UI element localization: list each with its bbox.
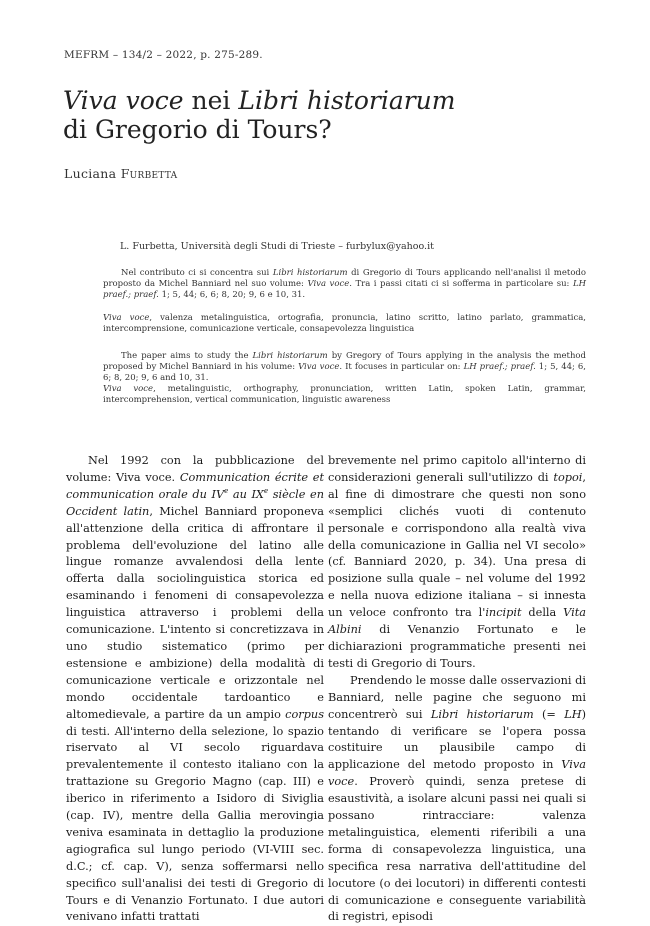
body-text: . Proverò quindi, senza pretese di esaustività, a isolare alcuni passi nei quali si possano rintracciare: valenza metalinguistica, elementi riferibili a una forma di consapevolezza linguistica, una specifica resa narrativa dell'attitudine del locutore (o dei locutori) in differenti contesti di comunicazione e conseguente variabilità di registri, episodi: [328, 775, 586, 924]
title-line-2: di Gregorio di Tours?: [63, 115, 332, 144]
body-italic: Vita Albini: [328, 606, 586, 637]
body-text: brevemente nel primo capitolo all'interno di considerazioni generali sull'utilizzo di: [328, 454, 586, 484]
abstract-en-text: The paper aims to study the: [121, 351, 253, 361]
body-italic: incipit: [485, 606, 522, 620]
keywords-it-text: , valenza metalinguistica, ortografia, pronuncia, latino scritto, latino parlato, grammatica, intercomprensione, comunicazione verticale, consapevolezza linguistica: [103, 313, 586, 334]
body-italic: LH: [564, 707, 582, 721]
body-text: (=: [533, 707, 565, 721]
body-italic: Viva voce: [328, 758, 586, 789]
abstract-en-text: 1; 5, 44; 6, 6; 8, 20; 9, 6 and 10, 31.: [103, 362, 586, 383]
author-name: [64, 166, 178, 181]
abstract-en-text: by Gregory of Tours applying in the analysis the method proposed by Michel Banniard in his volume:: [103, 351, 586, 372]
abstract-it-text: di Gregorio di Tours applicando nell'analisi il metodo proposto da Michel Banniard nel suo volume:: [103, 268, 586, 289]
body-text: , al fine di dimostrare che questi non sono «semplici clichés vuoti di contenuto personale e corrispondono alla realtà viva della comunicazione in Gallia nel VI secolo» (cf. Banniard 2020, p. 34). Una presa di posizione sulla quale – nel volume del 1992 e nella nuova edizione italiana – si innesta un veloce confronto tra l': [328, 470, 586, 620]
author-last-name: Furbetta: [120, 166, 178, 181]
body-text: della: [521, 606, 564, 620]
affiliation: L. Furbetta, Università degli Studi di Trieste – furbylux@yahoo.it: [120, 241, 434, 252]
keywords-en-text: , metalinguistic, orthography, pronunciation, written Latin, spoken Latin, grammar, intercomprehension, vertical communication, linguistic awareness: [103, 384, 586, 405]
body-column-left: [66, 453, 324, 926]
body-superscript: e: [263, 487, 269, 496]
body-italic: siècle en Occident latin: [66, 487, 324, 518]
body-column-right: [328, 453, 586, 926]
body-text: , Michel Banniard proponeva all'attenzione della critica di affrontare il problema dell'evoluzione del latino alle lingue romanze avvalendosi della lente offerta dalla sociolinguistica storica ed esaminando i fenomeni di consapevolezza linguistica attraverso i problemi della comunicazione. L'intento si concretizzava in uno studio sistematico (primo per estensione e ambizione) della modalità di comunicazione verticale e orizzontale nel mondo occidentale tardoantico e altomedievale, a partire da un ampio: [66, 504, 324, 721]
body-italic: au IX: [228, 487, 264, 501]
keywords-english: [103, 384, 586, 406]
abstract-it-text: . Tra i passi citati ci si sofferma in particolare su:: [349, 279, 573, 289]
body-italic: corpus: [285, 707, 324, 721]
title-plain-1: nei: [183, 86, 239, 115]
body-text: di testi. All'interno della selezione, lo spazio riservato al VI secolo riguardava prevalentemente il contesto italiano con la trattazione su Gregorio Magno (cap. III) e iberico in riferimento a Isidoro di Siviglia (cap. IV), mentre della Gallia merovingia veniva esaminata in dettaglio la produzione agiografica sul lungo periodo (VI-VIII sec. d.C.; cf. cap. V), senza soffermarsi nello specifico sull'analisi dei testi di Gregorio di Tours e di Venanzio Fortunato. I due autori venivano infatti trattati: [66, 724, 324, 924]
abstract-italian: [103, 268, 586, 301]
abstract-it-italic: Viva voce: [307, 279, 350, 289]
keywords-en-italic: Viva voce: [103, 384, 154, 394]
body-paragraph: [328, 673, 586, 926]
body-text: Prendendo le mosse dalle osservazioni di Banniard, nelle pagine che seguono mi concentrerò sui: [328, 673, 586, 721]
body-paragraph: [66, 453, 324, 926]
abstract-en-text: . It focuses in particular on:: [339, 362, 464, 372]
body-paragraph: [328, 453, 586, 673]
running-header: MEFRM – 134/2 – 2022, p. 275-289.: [64, 49, 263, 61]
body-text: ) tentando di verificare se l'opera possa costituire un plausibile campo di applicazione del metodo proposto in: [328, 707, 586, 772]
body-italic: Communication écrite et communication orale du IV: [66, 470, 325, 501]
keywords-italian: [103, 313, 586, 335]
abstract-it-text: Nel contributo ci si concentra sui: [121, 268, 273, 278]
abstract-en-italic: Libri historiarum: [252, 351, 328, 361]
abstract-it-italic: LH praef.; praef.: [103, 279, 586, 300]
abstract-it-italic: Libri historiarum: [272, 268, 348, 278]
body-text: di Venanzio Fortunato e le dichiarazioni programmatiche presenti nei testi di Gregorio di Tours.: [328, 623, 586, 670]
abstract-it-text: 1; 5, 44; 6, 6; 8, 20; 9, 6 e 10, 31.: [158, 290, 306, 300]
abstract-english: [103, 351, 586, 384]
title-italic-1: Viva voce: [63, 86, 184, 115]
title-italic-2: Libri historiarum: [238, 86, 456, 115]
body-italic: Libri historiarum: [430, 707, 534, 721]
article-title: [63, 86, 456, 144]
keywords-it-italic: Viva voce: [103, 313, 150, 323]
abstract-en-italic: Viva voce: [298, 362, 340, 372]
body-italic: topoi: [553, 470, 583, 484]
author-first-name: Luciana: [64, 166, 121, 181]
body-superscript: e: [224, 487, 229, 496]
body-text: Nel 1992 con la pubblicazione del volume: Viva voce.: [66, 454, 324, 484]
abstract-en-italic: LH praef.; praef.: [463, 362, 536, 372]
